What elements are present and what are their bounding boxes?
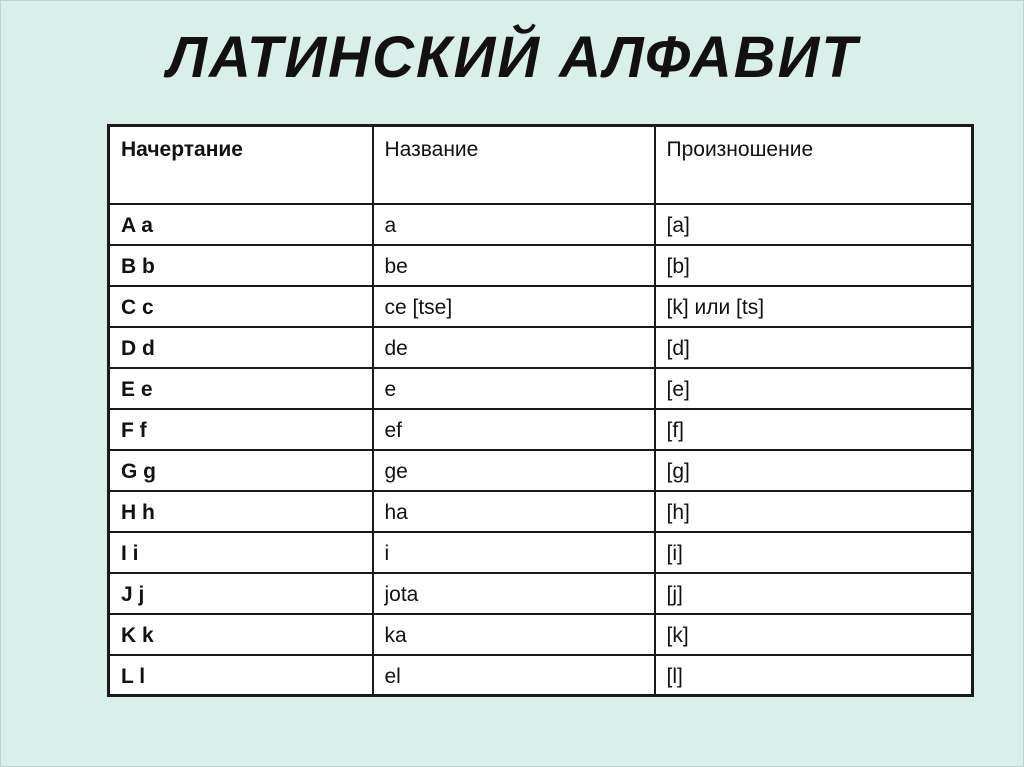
cell-pronunciation: [k] или [ts]: [655, 286, 973, 327]
cell-name: i: [373, 532, 655, 573]
cell-glyph: A a: [109, 204, 373, 245]
cell-pronunciation: [h]: [655, 491, 973, 532]
table-row: [109, 204, 973, 245]
table-row: [109, 409, 973, 450]
table-row: [109, 245, 973, 286]
header-glyph: Начертание: [109, 126, 373, 204]
cell-pronunciation: [g]: [655, 450, 973, 491]
cell-pronunciation: [f]: [655, 409, 973, 450]
cell-glyph: J j: [109, 573, 373, 614]
table-header-row: [109, 126, 973, 204]
cell-pronunciation: [j]: [655, 573, 973, 614]
table-row: [109, 450, 973, 491]
cell-name: ef: [373, 409, 655, 450]
cell-glyph: C c: [109, 286, 373, 327]
cell-name: ka: [373, 614, 655, 655]
cell-pronunciation: [l]: [655, 655, 973, 696]
cell-name: el: [373, 655, 655, 696]
table-row: [109, 286, 973, 327]
cell-pronunciation: [i]: [655, 532, 973, 573]
cell-name: jota: [373, 573, 655, 614]
cell-glyph: K k: [109, 614, 373, 655]
page-title: ЛАТИНСКИЙ АЛФАВИТ: [167, 25, 859, 90]
table-row: [109, 327, 973, 368]
header-name: Название: [373, 126, 655, 204]
cell-name: ce [tse]: [373, 286, 655, 327]
cell-pronunciation: [a]: [655, 204, 973, 245]
cell-name: de: [373, 327, 655, 368]
table-row: [109, 614, 973, 655]
cell-pronunciation: [e]: [655, 368, 973, 409]
header-pronunciation: Произношение: [655, 126, 973, 204]
cell-glyph: G g: [109, 450, 373, 491]
cell-name: be: [373, 245, 655, 286]
cell-glyph: E e: [109, 368, 373, 409]
cell-pronunciation: [k]: [655, 614, 973, 655]
cell-glyph: I i: [109, 532, 373, 573]
alphabet-table: [107, 124, 974, 697]
table-row: [109, 573, 973, 614]
cell-glyph: F f: [109, 409, 373, 450]
cell-name: a: [373, 204, 655, 245]
table-row: [109, 368, 973, 409]
cell-pronunciation: [d]: [655, 327, 973, 368]
table-row: [109, 532, 973, 573]
cell-glyph: L l: [109, 655, 373, 696]
cell-glyph: D d: [109, 327, 373, 368]
cell-name: ha: [373, 491, 655, 532]
cell-name: e: [373, 368, 655, 409]
cell-glyph: H h: [109, 491, 373, 532]
table-row: [109, 491, 973, 532]
table-row: [109, 655, 973, 696]
cell-glyph: B b: [109, 245, 373, 286]
cell-name: ge: [373, 450, 655, 491]
cell-pronunciation: [b]: [655, 245, 973, 286]
